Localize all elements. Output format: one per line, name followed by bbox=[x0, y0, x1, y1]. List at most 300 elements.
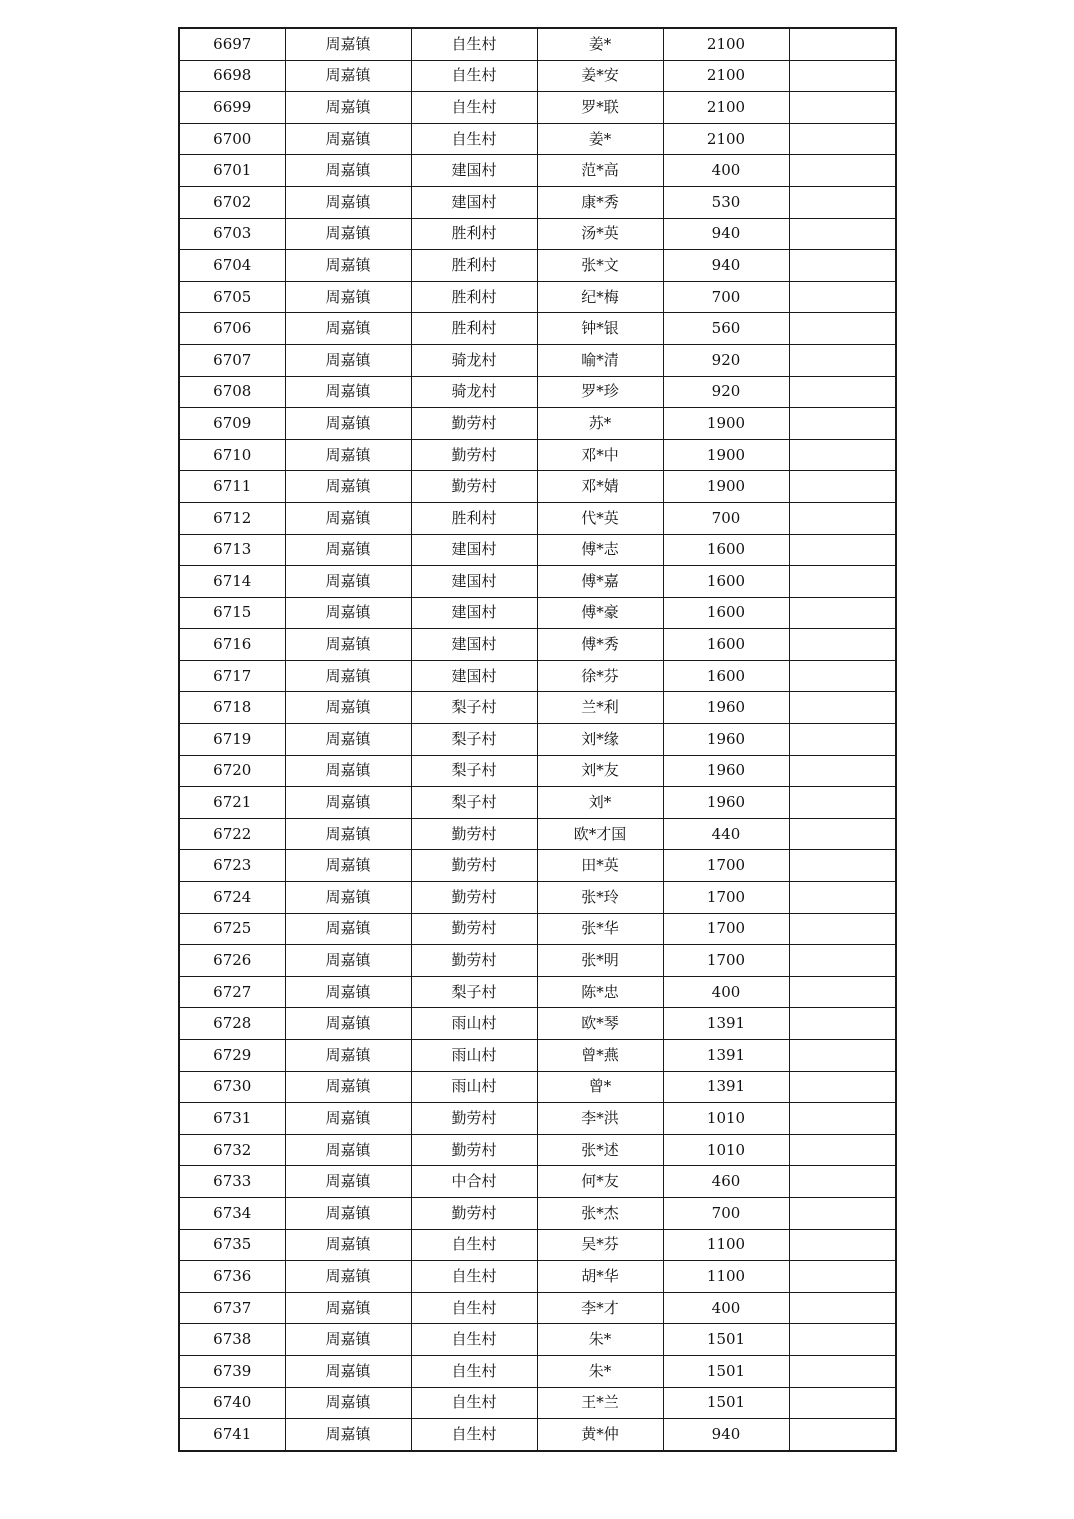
table-row bbox=[179, 281, 896, 313]
row-number-cell: 6709 bbox=[179, 408, 285, 440]
name-cell: 张*述 bbox=[537, 1134, 663, 1166]
row-number-cell: 6715 bbox=[179, 597, 285, 629]
town-cell: 周嘉镇 bbox=[285, 913, 411, 945]
name-cell: 李*才 bbox=[537, 1292, 663, 1324]
town-cell: 周嘉镇 bbox=[285, 1134, 411, 1166]
town-cell: 周嘉镇 bbox=[285, 1292, 411, 1324]
town-cell: 周嘉镇 bbox=[285, 439, 411, 471]
amount-cell: 1600 bbox=[663, 534, 789, 566]
village-cell: 勤劳村 bbox=[411, 1134, 537, 1166]
town-cell: 周嘉镇 bbox=[285, 818, 411, 850]
village-cell: 勤劳村 bbox=[411, 850, 537, 882]
table-row bbox=[179, 92, 896, 124]
table-row bbox=[179, 850, 896, 882]
name-cell: 何*友 bbox=[537, 1166, 663, 1198]
town-cell: 周嘉镇 bbox=[285, 597, 411, 629]
village-cell: 雨山村 bbox=[411, 1071, 537, 1103]
note-cell bbox=[789, 92, 896, 124]
town-cell: 周嘉镇 bbox=[285, 724, 411, 756]
note-cell bbox=[789, 1040, 896, 1072]
row-number-cell: 6704 bbox=[179, 250, 285, 282]
village-cell: 梨子村 bbox=[411, 692, 537, 724]
data-table bbox=[178, 27, 897, 1452]
town-cell: 周嘉镇 bbox=[285, 882, 411, 914]
village-cell: 梨子村 bbox=[411, 787, 537, 819]
note-cell bbox=[789, 755, 896, 787]
row-number-cell: 6730 bbox=[179, 1071, 285, 1103]
village-cell: 胜利村 bbox=[411, 281, 537, 313]
name-cell: 钟*银 bbox=[537, 313, 663, 345]
amount-cell: 920 bbox=[663, 344, 789, 376]
amount-cell: 920 bbox=[663, 376, 789, 408]
name-cell: 邓*婧 bbox=[537, 471, 663, 503]
town-cell: 周嘉镇 bbox=[285, 976, 411, 1008]
note-cell bbox=[789, 1071, 896, 1103]
note-cell bbox=[789, 976, 896, 1008]
row-number-cell: 6705 bbox=[179, 281, 285, 313]
name-cell: 朱* bbox=[537, 1355, 663, 1387]
village-cell: 勤劳村 bbox=[411, 439, 537, 471]
town-cell: 周嘉镇 bbox=[285, 1008, 411, 1040]
town-cell: 周嘉镇 bbox=[285, 502, 411, 534]
row-number-cell: 6721 bbox=[179, 787, 285, 819]
village-cell: 梨子村 bbox=[411, 724, 537, 756]
table-row bbox=[179, 218, 896, 250]
amount-cell: 1900 bbox=[663, 471, 789, 503]
note-cell bbox=[789, 313, 896, 345]
table-body bbox=[179, 28, 896, 1451]
name-cell: 李*洪 bbox=[537, 1103, 663, 1135]
name-cell: 刘*缘 bbox=[537, 724, 663, 756]
table-row bbox=[179, 818, 896, 850]
note-cell bbox=[789, 408, 896, 440]
table-row bbox=[179, 28, 896, 60]
table-row bbox=[179, 1197, 896, 1229]
village-cell: 自生村 bbox=[411, 1419, 537, 1451]
name-cell: 张*杰 bbox=[537, 1197, 663, 1229]
row-number-cell: 6732 bbox=[179, 1134, 285, 1166]
table-row bbox=[179, 186, 896, 218]
name-cell: 纪*梅 bbox=[537, 281, 663, 313]
row-number-cell: 6720 bbox=[179, 755, 285, 787]
amount-cell: 1010 bbox=[663, 1134, 789, 1166]
amount-cell: 700 bbox=[663, 1197, 789, 1229]
table-row bbox=[179, 1071, 896, 1103]
amount-cell: 440 bbox=[663, 818, 789, 850]
table-row bbox=[179, 502, 896, 534]
row-number-cell: 6706 bbox=[179, 313, 285, 345]
town-cell: 周嘉镇 bbox=[285, 376, 411, 408]
table-row bbox=[179, 1419, 896, 1451]
amount-cell: 1700 bbox=[663, 850, 789, 882]
table-row bbox=[179, 692, 896, 724]
table-row bbox=[179, 1355, 896, 1387]
amount-cell: 940 bbox=[663, 1419, 789, 1451]
row-number-cell: 6718 bbox=[179, 692, 285, 724]
town-cell: 周嘉镇 bbox=[285, 1261, 411, 1293]
town-cell: 周嘉镇 bbox=[285, 1071, 411, 1103]
town-cell: 周嘉镇 bbox=[285, 123, 411, 155]
name-cell: 刘*友 bbox=[537, 755, 663, 787]
note-cell bbox=[789, 1324, 896, 1356]
amount-cell: 1960 bbox=[663, 787, 789, 819]
note-cell bbox=[789, 186, 896, 218]
table-row bbox=[179, 660, 896, 692]
table-row bbox=[179, 60, 896, 92]
row-number-cell: 6734 bbox=[179, 1197, 285, 1229]
village-cell: 自生村 bbox=[411, 28, 537, 60]
village-cell: 勤劳村 bbox=[411, 1103, 537, 1135]
amount-cell: 1700 bbox=[663, 913, 789, 945]
village-cell: 中合村 bbox=[411, 1166, 537, 1198]
town-cell: 周嘉镇 bbox=[285, 1419, 411, 1451]
village-cell: 雨山村 bbox=[411, 1008, 537, 1040]
name-cell: 吴*芬 bbox=[537, 1229, 663, 1261]
amount-cell: 1700 bbox=[663, 945, 789, 977]
note-cell bbox=[789, 281, 896, 313]
village-cell: 勤劳村 bbox=[411, 882, 537, 914]
village-cell: 建国村 bbox=[411, 534, 537, 566]
row-number-cell: 6707 bbox=[179, 344, 285, 376]
town-cell: 周嘉镇 bbox=[285, 155, 411, 187]
table-row bbox=[179, 597, 896, 629]
village-cell: 自生村 bbox=[411, 1355, 537, 1387]
name-cell: 张*明 bbox=[537, 945, 663, 977]
table-row bbox=[179, 344, 896, 376]
name-cell: 王*兰 bbox=[537, 1387, 663, 1419]
table-row bbox=[179, 945, 896, 977]
note-cell bbox=[789, 1008, 896, 1040]
note-cell bbox=[789, 945, 896, 977]
note-cell bbox=[789, 250, 896, 282]
note-cell bbox=[789, 218, 896, 250]
village-cell: 自生村 bbox=[411, 123, 537, 155]
table-row bbox=[179, 1134, 896, 1166]
row-number-cell: 6699 bbox=[179, 92, 285, 124]
amount-cell: 460 bbox=[663, 1166, 789, 1198]
row-number-cell: 6726 bbox=[179, 945, 285, 977]
town-cell: 周嘉镇 bbox=[285, 566, 411, 598]
name-cell: 欧*才国 bbox=[537, 818, 663, 850]
village-cell: 建国村 bbox=[411, 186, 537, 218]
village-cell: 自生村 bbox=[411, 1387, 537, 1419]
town-cell: 周嘉镇 bbox=[285, 186, 411, 218]
row-number-cell: 6733 bbox=[179, 1166, 285, 1198]
note-cell bbox=[789, 28, 896, 60]
amount-cell: 1600 bbox=[663, 597, 789, 629]
row-number-cell: 6713 bbox=[179, 534, 285, 566]
town-cell: 周嘉镇 bbox=[285, 408, 411, 440]
table-row bbox=[179, 1229, 896, 1261]
name-cell: 胡*华 bbox=[537, 1261, 663, 1293]
name-cell: 兰*利 bbox=[537, 692, 663, 724]
village-cell: 自生村 bbox=[411, 1292, 537, 1324]
note-cell bbox=[789, 787, 896, 819]
table-row bbox=[179, 882, 896, 914]
table-row bbox=[179, 313, 896, 345]
name-cell: 邓*中 bbox=[537, 439, 663, 471]
row-number-cell: 6702 bbox=[179, 186, 285, 218]
note-cell bbox=[789, 913, 896, 945]
village-cell: 骑龙村 bbox=[411, 376, 537, 408]
amount-cell: 1600 bbox=[663, 660, 789, 692]
note-cell bbox=[789, 344, 896, 376]
name-cell: 傅*豪 bbox=[537, 597, 663, 629]
village-cell: 勤劳村 bbox=[411, 1197, 537, 1229]
name-cell: 欧*琴 bbox=[537, 1008, 663, 1040]
row-number-cell: 6740 bbox=[179, 1387, 285, 1419]
note-cell bbox=[789, 123, 896, 155]
note-cell bbox=[789, 471, 896, 503]
town-cell: 周嘉镇 bbox=[285, 1387, 411, 1419]
table-row bbox=[179, 1387, 896, 1419]
name-cell: 黄*仲 bbox=[537, 1419, 663, 1451]
row-number-cell: 6717 bbox=[179, 660, 285, 692]
row-number-cell: 6738 bbox=[179, 1324, 285, 1356]
town-cell: 周嘉镇 bbox=[285, 660, 411, 692]
row-number-cell: 6708 bbox=[179, 376, 285, 408]
table-row bbox=[179, 1103, 896, 1135]
name-cell: 曾*燕 bbox=[537, 1040, 663, 1072]
note-cell bbox=[789, 1103, 896, 1135]
name-cell: 姜*安 bbox=[537, 60, 663, 92]
village-cell: 勤劳村 bbox=[411, 945, 537, 977]
name-cell: 傅*嘉 bbox=[537, 566, 663, 598]
row-number-cell: 6723 bbox=[179, 850, 285, 882]
town-cell: 周嘉镇 bbox=[285, 1324, 411, 1356]
town-cell: 周嘉镇 bbox=[285, 1229, 411, 1261]
town-cell: 周嘉镇 bbox=[285, 755, 411, 787]
row-number-cell: 6698 bbox=[179, 60, 285, 92]
name-cell: 康*秀 bbox=[537, 186, 663, 218]
village-cell: 自生村 bbox=[411, 60, 537, 92]
village-cell: 胜利村 bbox=[411, 313, 537, 345]
row-number-cell: 6731 bbox=[179, 1103, 285, 1135]
village-cell: 自生村 bbox=[411, 1324, 537, 1356]
row-number-cell: 6741 bbox=[179, 1419, 285, 1451]
table-row bbox=[179, 629, 896, 661]
note-cell bbox=[789, 1166, 896, 1198]
amount-cell: 1100 bbox=[663, 1261, 789, 1293]
table-row bbox=[179, 566, 896, 598]
village-cell: 勤劳村 bbox=[411, 408, 537, 440]
name-cell: 罗*珍 bbox=[537, 376, 663, 408]
row-number-cell: 6710 bbox=[179, 439, 285, 471]
town-cell: 周嘉镇 bbox=[285, 344, 411, 376]
name-cell: 曾* bbox=[537, 1071, 663, 1103]
row-number-cell: 6729 bbox=[179, 1040, 285, 1072]
table-row bbox=[179, 250, 896, 282]
town-cell: 周嘉镇 bbox=[285, 1166, 411, 1198]
village-cell: 勤劳村 bbox=[411, 471, 537, 503]
note-cell bbox=[789, 850, 896, 882]
row-number-cell: 6712 bbox=[179, 502, 285, 534]
amount-cell: 700 bbox=[663, 281, 789, 313]
note-cell bbox=[789, 534, 896, 566]
amount-cell: 400 bbox=[663, 155, 789, 187]
name-cell: 陈*忠 bbox=[537, 976, 663, 1008]
amount-cell: 2100 bbox=[663, 92, 789, 124]
village-cell: 胜利村 bbox=[411, 218, 537, 250]
name-cell: 汤*英 bbox=[537, 218, 663, 250]
table-row bbox=[179, 471, 896, 503]
table-row bbox=[179, 1040, 896, 1072]
name-cell: 徐*芬 bbox=[537, 660, 663, 692]
town-cell: 周嘉镇 bbox=[285, 28, 411, 60]
table-row bbox=[179, 724, 896, 756]
amount-cell: 940 bbox=[663, 250, 789, 282]
amount-cell: 400 bbox=[663, 976, 789, 1008]
name-cell: 苏* bbox=[537, 408, 663, 440]
village-cell: 建国村 bbox=[411, 155, 537, 187]
note-cell bbox=[789, 1419, 896, 1451]
village-cell: 建国村 bbox=[411, 660, 537, 692]
row-number-cell: 6711 bbox=[179, 471, 285, 503]
name-cell: 罗*联 bbox=[537, 92, 663, 124]
note-cell bbox=[789, 660, 896, 692]
name-cell: 田*英 bbox=[537, 850, 663, 882]
amount-cell: 1600 bbox=[663, 629, 789, 661]
row-number-cell: 6703 bbox=[179, 218, 285, 250]
table-row bbox=[179, 376, 896, 408]
town-cell: 周嘉镇 bbox=[285, 534, 411, 566]
name-cell: 刘* bbox=[537, 787, 663, 819]
amount-cell: 530 bbox=[663, 186, 789, 218]
note-cell bbox=[789, 724, 896, 756]
town-cell: 周嘉镇 bbox=[285, 1040, 411, 1072]
note-cell bbox=[789, 1292, 896, 1324]
amount-cell: 1501 bbox=[663, 1324, 789, 1356]
note-cell bbox=[789, 1261, 896, 1293]
village-cell: 自生村 bbox=[411, 1229, 537, 1261]
amount-cell: 1501 bbox=[663, 1387, 789, 1419]
amount-cell: 1900 bbox=[663, 439, 789, 471]
table-row bbox=[179, 913, 896, 945]
name-cell: 傅*志 bbox=[537, 534, 663, 566]
name-cell: 代*英 bbox=[537, 502, 663, 534]
row-number-cell: 6737 bbox=[179, 1292, 285, 1324]
village-cell: 胜利村 bbox=[411, 502, 537, 534]
row-number-cell: 6700 bbox=[179, 123, 285, 155]
row-number-cell: 6719 bbox=[179, 724, 285, 756]
town-cell: 周嘉镇 bbox=[285, 787, 411, 819]
amount-cell: 1960 bbox=[663, 692, 789, 724]
town-cell: 周嘉镇 bbox=[285, 313, 411, 345]
note-cell bbox=[789, 1387, 896, 1419]
table-row bbox=[179, 1292, 896, 1324]
note-cell bbox=[789, 597, 896, 629]
amount-cell: 1391 bbox=[663, 1008, 789, 1040]
note-cell bbox=[789, 439, 896, 471]
village-cell: 梨子村 bbox=[411, 755, 537, 787]
note-cell bbox=[789, 629, 896, 661]
row-number-cell: 6724 bbox=[179, 882, 285, 914]
note-cell bbox=[789, 692, 896, 724]
table-row bbox=[179, 1008, 896, 1040]
village-cell: 勤劳村 bbox=[411, 818, 537, 850]
amount-cell: 400 bbox=[663, 1292, 789, 1324]
village-cell: 骑龙村 bbox=[411, 344, 537, 376]
note-cell bbox=[789, 1229, 896, 1261]
town-cell: 周嘉镇 bbox=[285, 471, 411, 503]
amount-cell: 1391 bbox=[663, 1040, 789, 1072]
amount-cell: 560 bbox=[663, 313, 789, 345]
name-cell: 张*玲 bbox=[537, 882, 663, 914]
table-row bbox=[179, 787, 896, 819]
note-cell bbox=[789, 882, 896, 914]
town-cell: 周嘉镇 bbox=[285, 1197, 411, 1229]
note-cell bbox=[789, 566, 896, 598]
village-cell: 建国村 bbox=[411, 597, 537, 629]
row-number-cell: 6701 bbox=[179, 155, 285, 187]
table-row bbox=[179, 755, 896, 787]
name-cell: 傅*秀 bbox=[537, 629, 663, 661]
amount-cell: 1960 bbox=[663, 724, 789, 756]
row-number-cell: 6725 bbox=[179, 913, 285, 945]
village-cell: 建国村 bbox=[411, 629, 537, 661]
table-row bbox=[179, 976, 896, 1008]
name-cell: 姜* bbox=[537, 28, 663, 60]
note-cell bbox=[789, 376, 896, 408]
amount-cell: 1900 bbox=[663, 408, 789, 440]
amount-cell: 2100 bbox=[663, 28, 789, 60]
town-cell: 周嘉镇 bbox=[285, 250, 411, 282]
town-cell: 周嘉镇 bbox=[285, 692, 411, 724]
village-cell: 勤劳村 bbox=[411, 913, 537, 945]
note-cell bbox=[789, 818, 896, 850]
town-cell: 周嘉镇 bbox=[285, 629, 411, 661]
note-cell bbox=[789, 502, 896, 534]
town-cell: 周嘉镇 bbox=[285, 850, 411, 882]
row-number-cell: 6697 bbox=[179, 28, 285, 60]
amount-cell: 700 bbox=[663, 502, 789, 534]
row-number-cell: 6722 bbox=[179, 818, 285, 850]
name-cell: 张*文 bbox=[537, 250, 663, 282]
table-row bbox=[179, 123, 896, 155]
note-cell bbox=[789, 60, 896, 92]
note-cell bbox=[789, 1197, 896, 1229]
name-cell: 范*高 bbox=[537, 155, 663, 187]
row-number-cell: 6728 bbox=[179, 1008, 285, 1040]
town-cell: 周嘉镇 bbox=[285, 1103, 411, 1135]
town-cell: 周嘉镇 bbox=[285, 92, 411, 124]
table-row bbox=[179, 408, 896, 440]
row-number-cell: 6716 bbox=[179, 629, 285, 661]
amount-cell: 1100 bbox=[663, 1229, 789, 1261]
row-number-cell: 6736 bbox=[179, 1261, 285, 1293]
amount-cell: 1501 bbox=[663, 1355, 789, 1387]
village-cell: 建国村 bbox=[411, 566, 537, 598]
village-cell: 自生村 bbox=[411, 92, 537, 124]
note-cell bbox=[789, 155, 896, 187]
note-cell bbox=[789, 1355, 896, 1387]
village-cell: 梨子村 bbox=[411, 976, 537, 1008]
name-cell: 喻*清 bbox=[537, 344, 663, 376]
row-number-cell: 6735 bbox=[179, 1229, 285, 1261]
village-cell: 自生村 bbox=[411, 1261, 537, 1293]
table-row bbox=[179, 155, 896, 187]
amount-cell: 1010 bbox=[663, 1103, 789, 1135]
table-row bbox=[179, 1324, 896, 1356]
town-cell: 周嘉镇 bbox=[285, 945, 411, 977]
name-cell: 姜* bbox=[537, 123, 663, 155]
name-cell: 朱* bbox=[537, 1324, 663, 1356]
village-cell: 雨山村 bbox=[411, 1040, 537, 1072]
row-number-cell: 6739 bbox=[179, 1355, 285, 1387]
amount-cell: 940 bbox=[663, 218, 789, 250]
village-cell: 胜利村 bbox=[411, 250, 537, 282]
row-number-cell: 6727 bbox=[179, 976, 285, 1008]
